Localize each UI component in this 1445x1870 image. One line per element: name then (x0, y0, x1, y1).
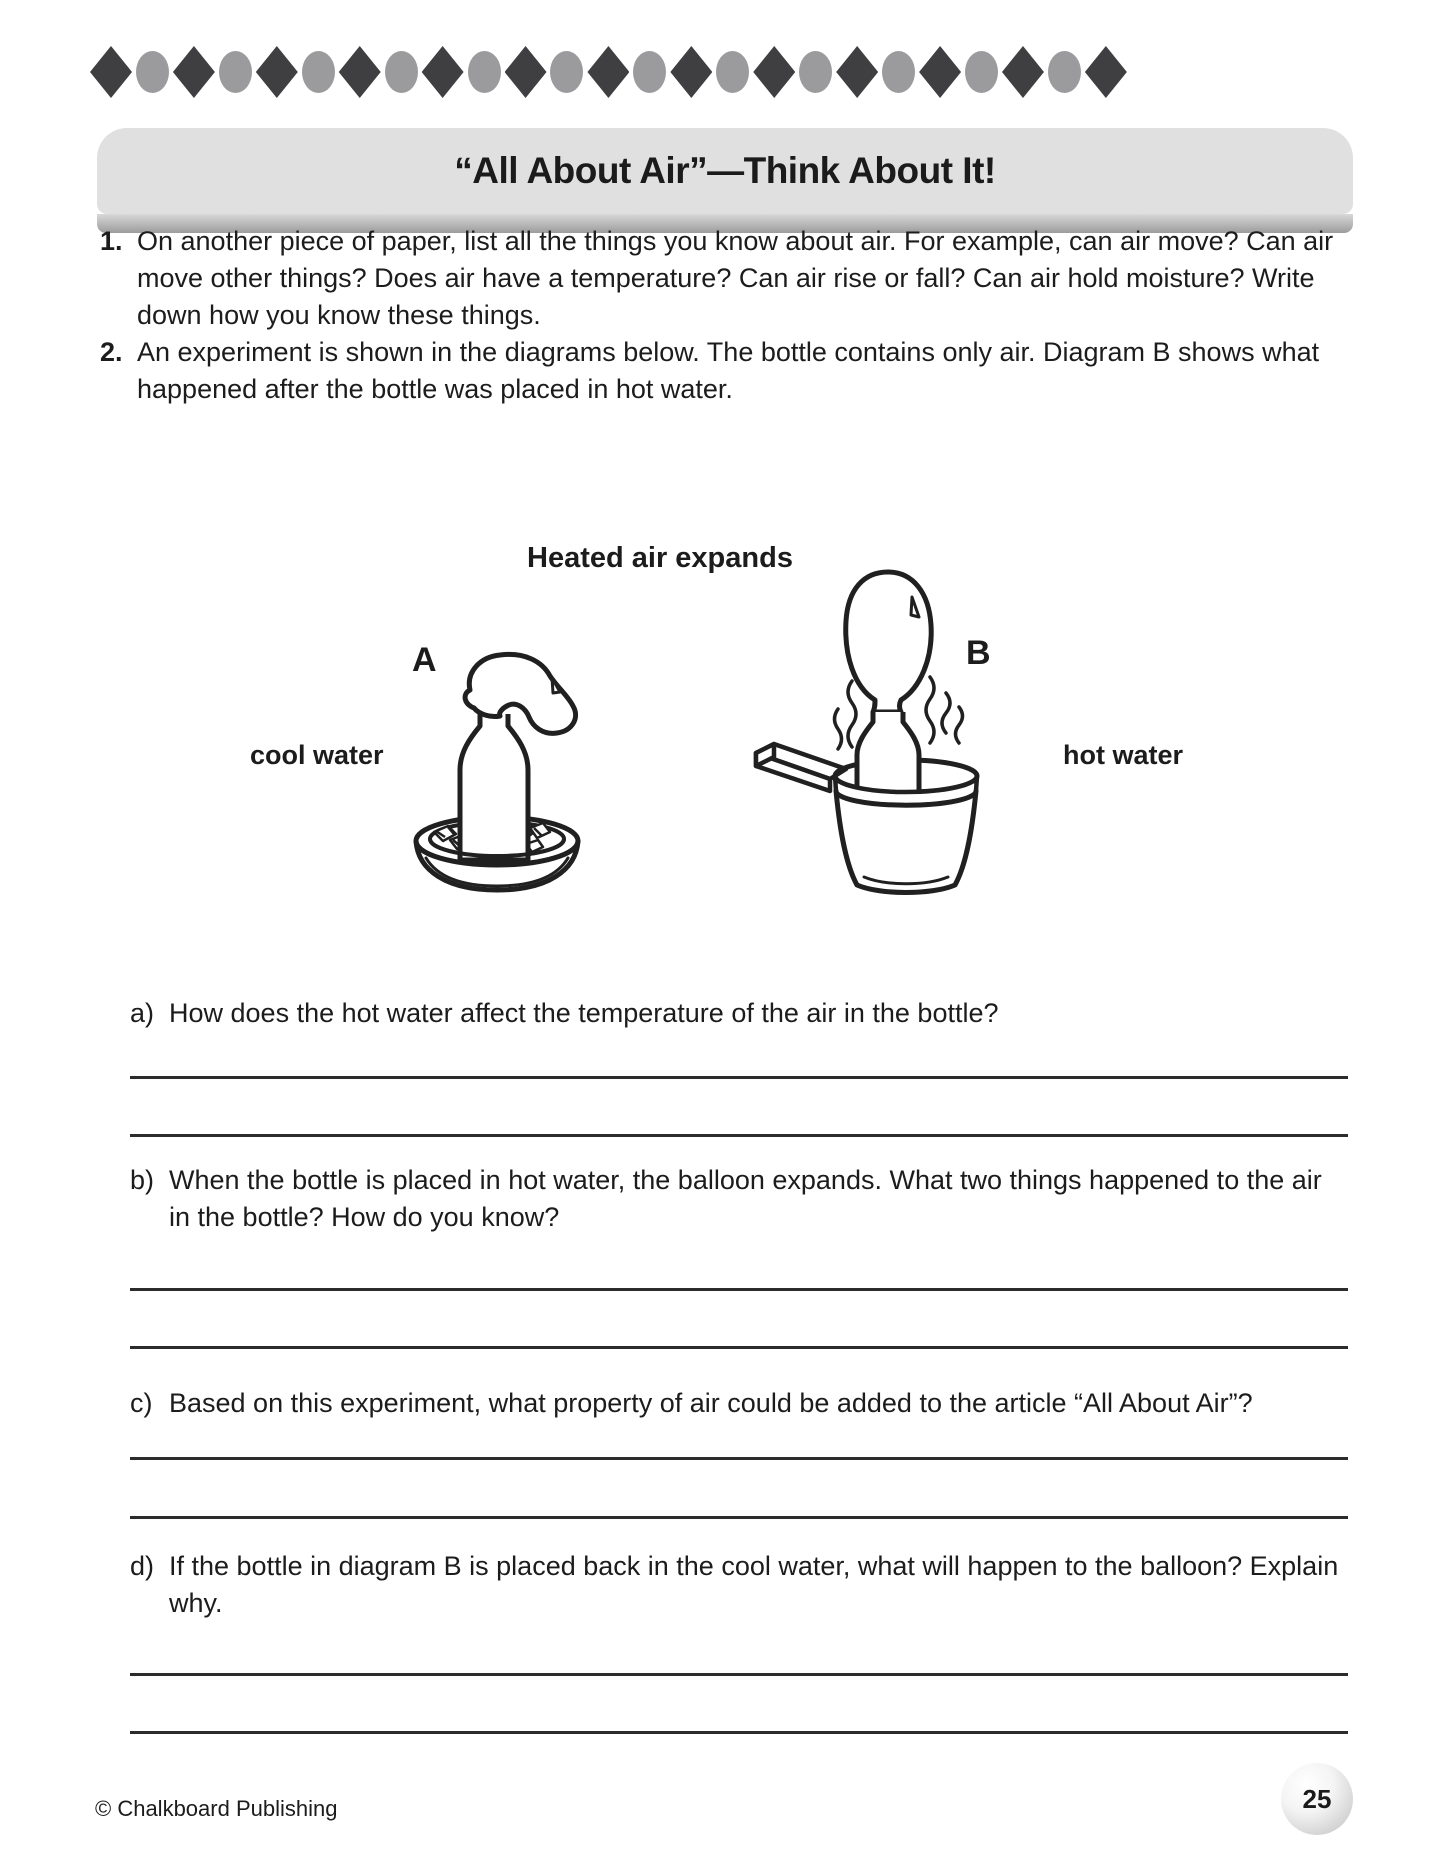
diamond-icon (256, 46, 298, 98)
answer-line[interactable] (130, 1673, 1348, 1676)
cool-water-diagram (400, 648, 600, 898)
dot-shape (1048, 51, 1081, 93)
dot-shape (385, 51, 418, 93)
dot-shape (219, 51, 252, 93)
diamond-icon (505, 46, 547, 98)
page-title: “All About Air”—Think About It! (454, 150, 996, 191)
hot-water-diagram (740, 557, 990, 897)
sub-question-c-text: Based on this experiment, what property of air could be added to the article “All About Air”? (169, 1388, 1253, 1418)
sub-question-c (130, 1385, 1349, 1422)
dot-shape (882, 51, 915, 93)
cool-water-caption: cool water (250, 740, 384, 770)
copyright-notice: © Chalkboard Publishing (95, 1796, 338, 1821)
diamond-icon (836, 46, 878, 98)
sub-question-b-letter: b) (130, 1165, 155, 1195)
hot-water-caption: hot water (1063, 740, 1184, 770)
sub-question-b (130, 1162, 1349, 1236)
question-1-text: On another piece of paper, list all the things you know about air. For example, can air move? Can air move other things? Does air have a temperature? Can air rise or fall? Can air hold moisture? Write down how you know these things. (137, 226, 1334, 330)
question-1 (100, 223, 1352, 334)
dot-shape (136, 51, 169, 93)
diamond-icon (90, 46, 132, 98)
diagram-title: Heated air expands (527, 542, 793, 574)
diamond-icon (173, 46, 215, 98)
diamond-icon (587, 46, 629, 98)
question-1-number: 1. (100, 226, 123, 256)
dot-shape (799, 51, 832, 93)
page-number: 25 (1302, 1783, 1332, 1814)
sub-question-b-text: When the bottle is placed in hot water, the balloon expands. What two things happened to the air in the bottle? How do you know? (169, 1165, 1322, 1232)
sub-question-d (130, 1548, 1349, 1622)
sub-question-a-letter: a) (130, 998, 155, 1028)
answer-line[interactable] (130, 1134, 1348, 1137)
sub-question-c-letter: c) (130, 1388, 153, 1418)
answer-line[interactable] (130, 1346, 1348, 1349)
diamond-icon (1002, 46, 1044, 98)
bottle-b (857, 712, 919, 797)
bottle-a (460, 714, 528, 860)
answer-line[interactable] (130, 1516, 1348, 1519)
sub-question-a (130, 995, 1349, 1032)
diamond-icon (670, 46, 712, 98)
sub-question-d-text: If the bottle in diagram B is placed back in the cool water, what will happen to the balloon? Explain why. (169, 1551, 1339, 1618)
dot-shape (302, 51, 335, 93)
question-2 (100, 334, 1352, 408)
dot-shape (633, 51, 666, 93)
diagram-a-label: A (412, 641, 437, 679)
inflated-balloon (846, 572, 931, 712)
question-2-text: An experiment is shown in the diagrams below. The bottle contains only air. Diagram B shows what happened after the bottle was placed in hot water. (137, 337, 1320, 404)
sub-question-a-text: How does the hot water affect the temperature of the air in the bottle? (169, 998, 999, 1028)
sub-question-d-letter: d) (130, 1551, 155, 1581)
title-banner (97, 128, 1353, 214)
diamond-icon (1085, 46, 1127, 98)
dot-shape (550, 51, 583, 93)
question-2-number: 2. (100, 337, 123, 367)
answer-line[interactable] (130, 1076, 1348, 1079)
dot-shape (716, 51, 749, 93)
dot-shape (468, 51, 501, 93)
page-number-badge (1281, 1763, 1353, 1835)
diamond-icon (422, 46, 464, 98)
pot-body (836, 791, 976, 893)
diamond-icon (753, 46, 795, 98)
decorative-border (90, 45, 1127, 99)
dot-shape (965, 51, 998, 93)
answer-line[interactable] (130, 1457, 1348, 1460)
answer-line[interactable] (130, 1731, 1348, 1734)
diamond-icon (339, 46, 381, 98)
diamond-icon (919, 46, 961, 98)
answer-line[interactable] (130, 1288, 1348, 1291)
diagram-b-label: B (966, 634, 991, 672)
pot-handle (756, 744, 846, 791)
